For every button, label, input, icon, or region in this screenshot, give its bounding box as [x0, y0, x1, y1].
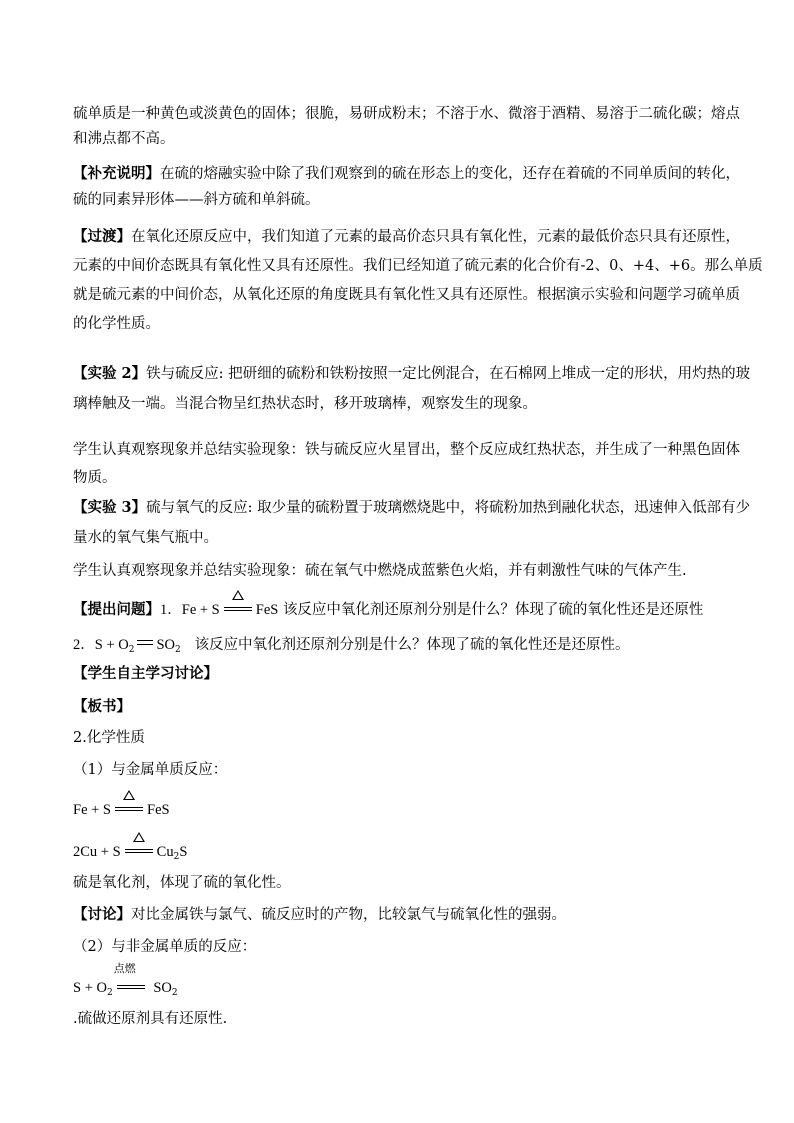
heat-arrow-icon — [223, 596, 253, 616]
supplement-line — [73, 164, 740, 184]
subscript: 2 — [128, 645, 135, 655]
section-tag: 【过渡】 — [73, 228, 131, 245]
equation-product: Cu — [156, 844, 174, 860]
equation-reactants: 1．Fe + S — [160, 602, 220, 618]
section-tag: 【实验 2】 — [73, 365, 147, 382]
ignite-arrow-icon — [113, 962, 146, 994]
subscript: 2 — [106, 988, 113, 998]
experiment-3-line — [73, 498, 751, 518]
question-text: 该反应中氧化剂还原剂分别是什么？体现了硫的氧化性还是还原性。 — [194, 637, 630, 653]
equation-product: FeS — [147, 802, 170, 818]
equation-product: S — [179, 844, 188, 860]
equation-reactants: Fe + S — [73, 802, 111, 818]
paragraph-line: 学生认真观察现象并总结实验现象：硫在氧气中燃烧成蓝紫色火焰，并有刺激性气味的气体产生. — [73, 563, 687, 579]
paragraph-line: 硫的同素异形体——斜方硫和单斜硫。 — [73, 192, 320, 208]
section-tag: 【实验 3】 — [73, 499, 147, 516]
paragraph-line: 元素的中间价态既具有氧化性又具有还原性。我们已经知道了硫元素的化合价有-2、0、+4、+6。那么单质 — [73, 258, 763, 274]
subscript: 2 — [171, 988, 178, 998]
paragraph-line: 就是硫元素的中间价态，从氧化还原的角度既具有氧化性又具有还原性。根据演示实验和问题学习硫单质 — [73, 287, 740, 303]
question-line-1 — [73, 596, 733, 620]
condition-label: 点燃 — [113, 962, 136, 975]
paragraph-line: 硫单质是一种黄色或淡黄色的固体；很脆，易研成粉末；不溶于水、微溶于酒精、易溶于二硫化碳；熔点 — [73, 106, 740, 122]
paragraph-line: 学生认真观察现象并总结实验现象：铁与硫反应火星冒出，整个反应成红热状态，并生成了一种黑色固体 — [73, 442, 740, 458]
heat-arrow-icon — [124, 838, 154, 858]
paragraph-text: 硫与氧气的反应: 取少量的硫粉置于玻璃燃烧匙中，将硫粉加热到融化状态，迅速伸入低部有少 — [146, 500, 751, 516]
transition-line — [73, 227, 740, 247]
section-tag: 【补充说明】 — [73, 165, 160, 182]
subscript: 2 — [175, 645, 181, 655]
subheading: （1）与金属单质反应： — [73, 762, 228, 778]
paragraph-text: 对比金属铁与氯气、硫反应时的产物，比较氯气与硫氧化性的强弱。 — [131, 907, 566, 923]
equation-product: FeS — [255, 602, 279, 618]
question-text: 该反应中氧化剂还原剂分别是什么？体现了硫的氧化性还是还原性 — [282, 602, 704, 618]
paragraph-line: .硫做还原剂具有还原性. — [73, 1011, 228, 1027]
paragraph-text: 在硫的熔融实验中除了我们观察到的硫在形态上的变化，还存在着硫的不同单质间的转化， — [160, 166, 740, 182]
equation-reactants: 2．S + O — [73, 637, 129, 653]
paragraph-line: 璃棒触及一端。当混合物呈红热状态时，移开玻璃棒，观察发生的现象。 — [73, 396, 537, 412]
equation-product: SO — [156, 637, 175, 653]
equation-reactants: S + O — [73, 980, 107, 996]
section-heading: 【学生自主学习讨论】 — [73, 665, 218, 682]
equation-reactants: 2Cu + S — [73, 844, 121, 860]
equation-s-o2 — [73, 962, 733, 1003]
subheading: （2）与非金属单质的反应： — [73, 939, 257, 955]
subheading: 2.化学性质 — [73, 730, 145, 746]
equation-fe-s — [73, 796, 733, 820]
paragraph-text: 在氧化还原反应中，我们知道了元素的最高价态只具有氧化性，元素的最低价态只具有还原性， — [131, 229, 740, 245]
equation-product: SO — [153, 980, 172, 996]
paragraph-line: 量水的氧气集气瓶中。 — [73, 530, 218, 546]
paragraph-line: 和沸点都不高。 — [73, 131, 175, 147]
subscript: 2 — [173, 852, 180, 862]
equation-cu-s — [73, 838, 733, 867]
equals-sign-icon — [136, 631, 154, 651]
heat-arrow-icon — [114, 796, 144, 816]
discussion-line — [73, 905, 733, 925]
paragraph-line: 物质。 — [73, 470, 117, 486]
section-heading: 【板书】 — [73, 698, 131, 715]
section-tag: 【讨论】 — [73, 906, 131, 923]
paragraph-text: 铁与硫反应: 把研细的硫粉和铁粉按照一定比例混合，在石棉网上堆成一定的形状，用灼热的玻 — [146, 366, 751, 382]
experiment-2-line — [73, 364, 751, 384]
question-line-2 — [73, 631, 733, 660]
paragraph-line: 硫是氧化剂，体现了硫的氧化性。 — [73, 875, 291, 891]
section-tag: 【提出问题】 — [73, 601, 160, 618]
paragraph-line: 的化学性质。 — [73, 316, 160, 332]
